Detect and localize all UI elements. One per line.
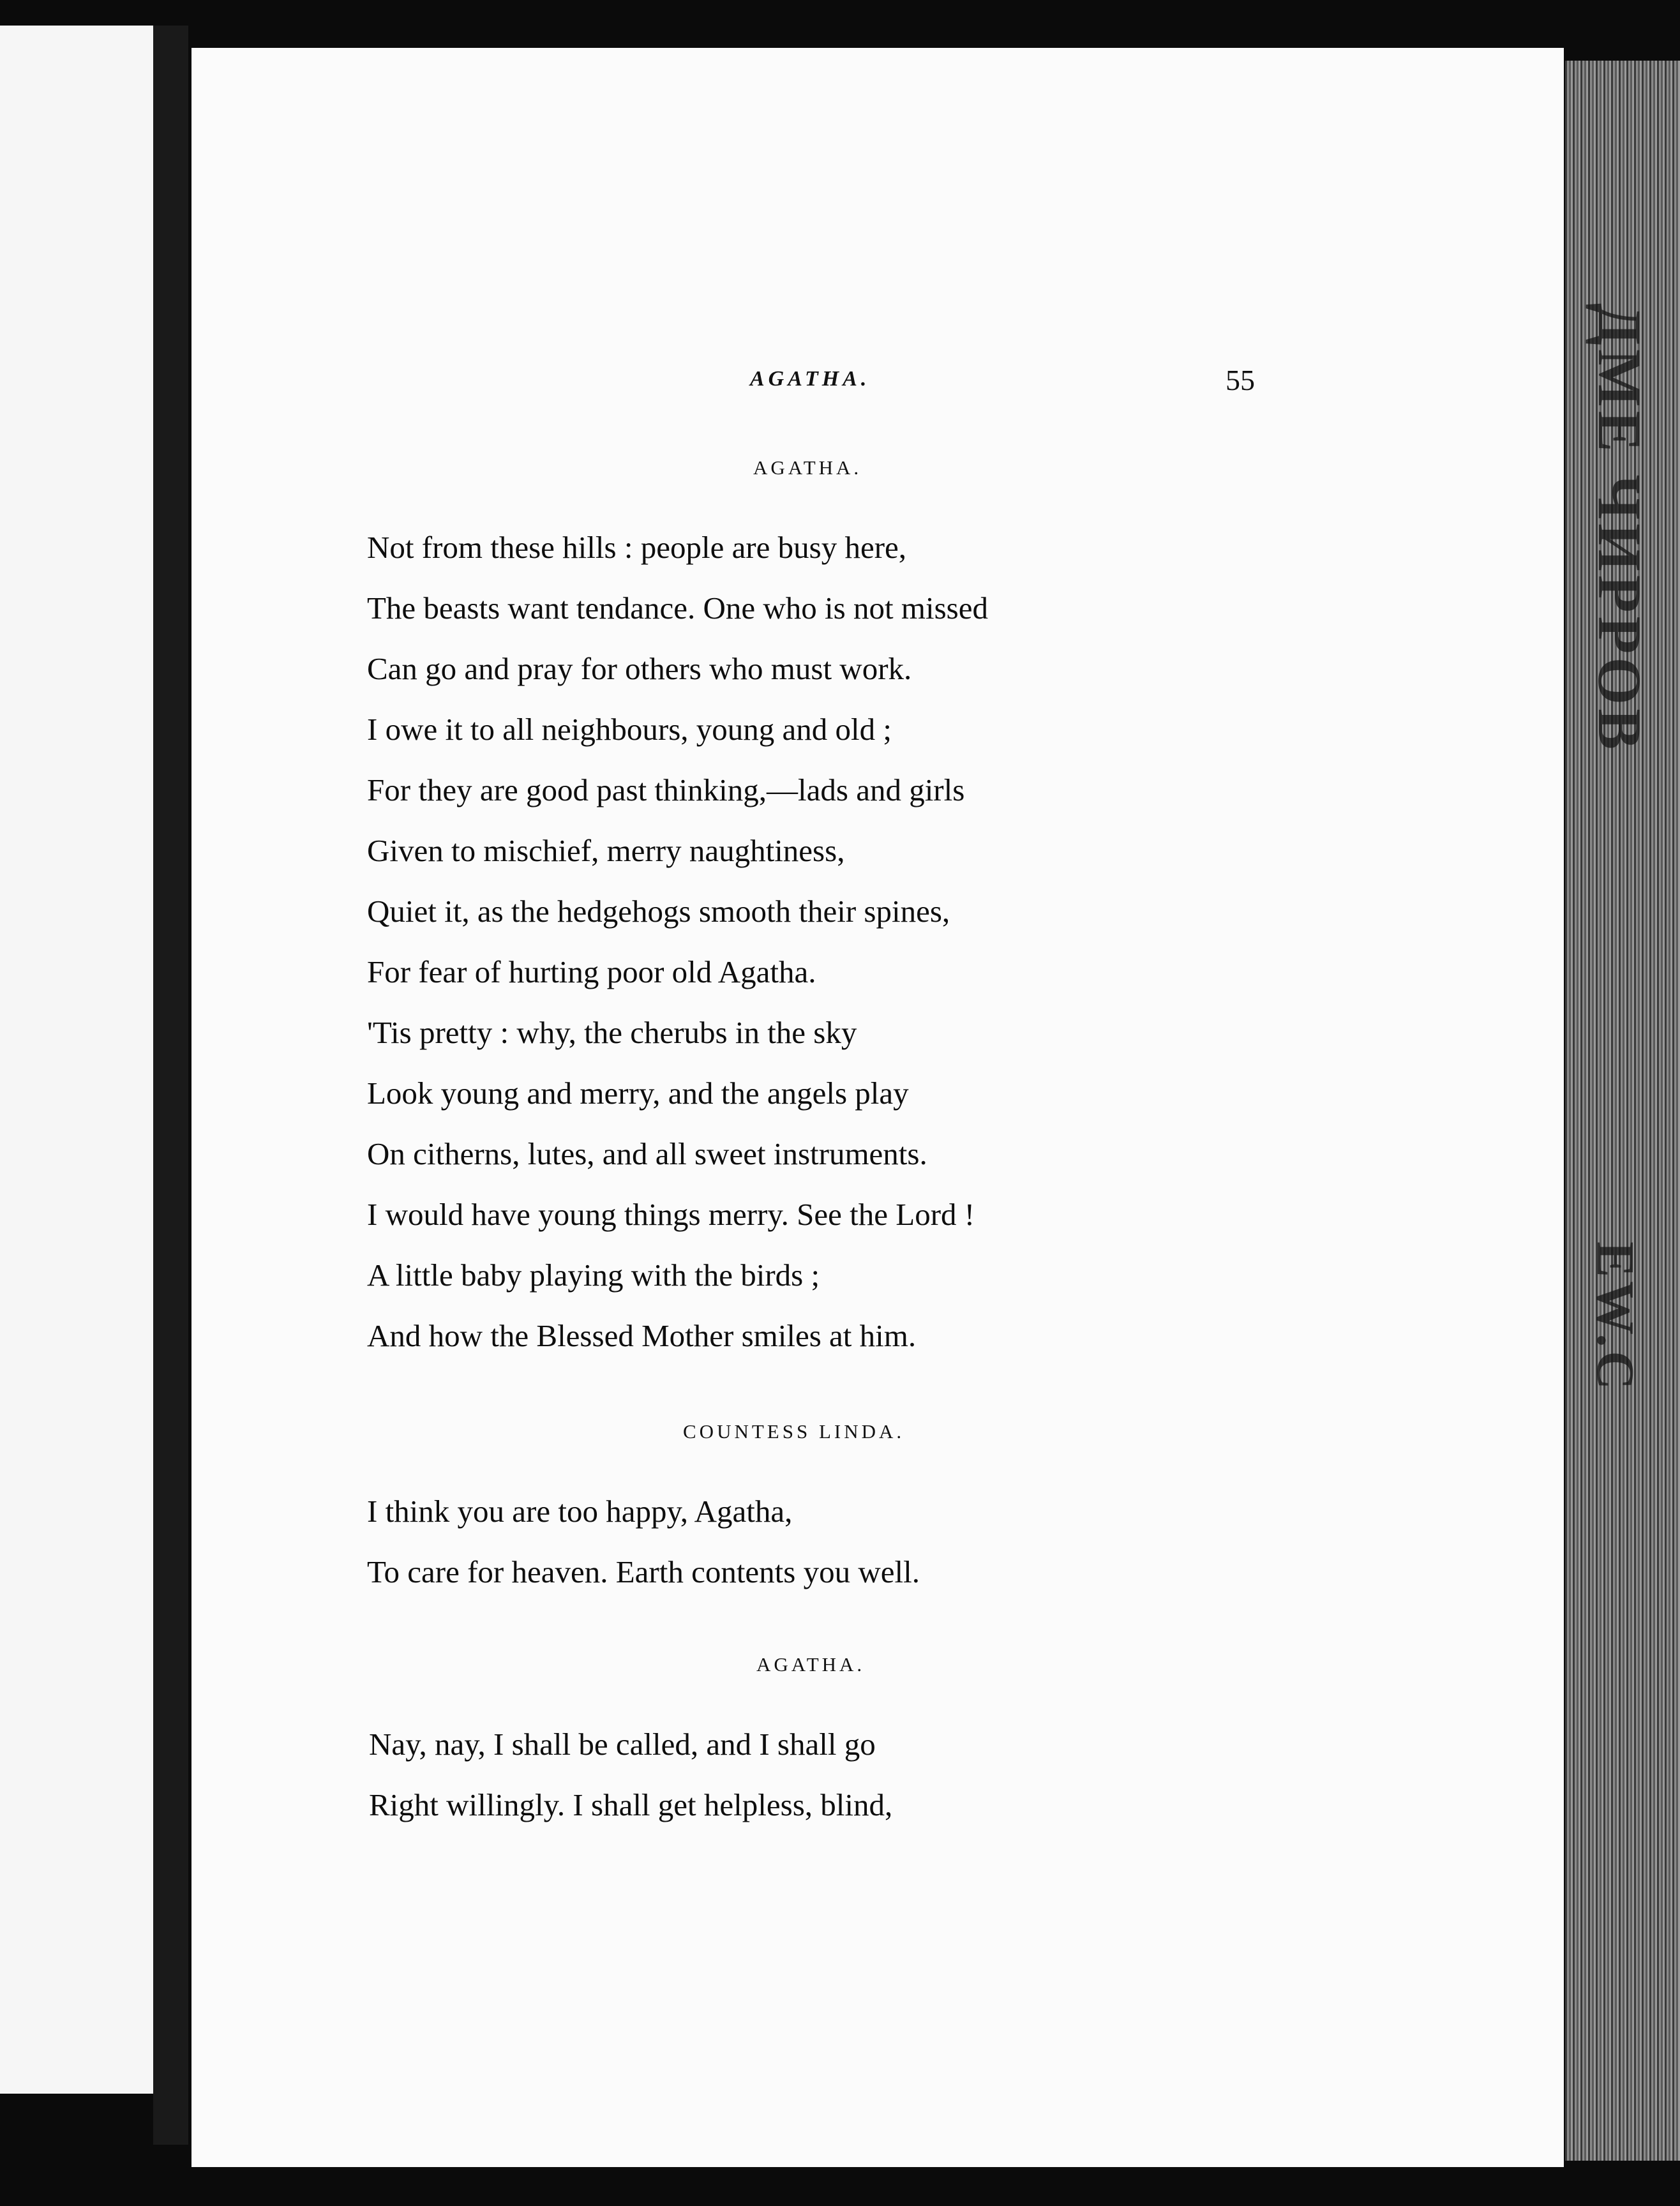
verse-line: I owe it to all neighbours, young and old ; (367, 712, 892, 747)
verse-block (367, 517, 1420, 1366)
verse-line: 'Tis pretty : why, the cherubs in the sky (367, 1015, 857, 1050)
verse-line: I would have young things merry. See the Lord ! (367, 1197, 975, 1232)
speaker-heading: AGATHA. (756, 1653, 866, 1676)
verse-line: Right willingly. I shall get helpless, blind, (369, 1787, 893, 1822)
verse-line: A little baby playing with the birds ; (367, 1257, 820, 1293)
verse-line: For they are good past thinking,—lads and girls (367, 772, 965, 807)
verse-line: Can go and pray for others who must work. (367, 651, 912, 686)
running-header (191, 364, 1564, 405)
verse-line: Look young and merry, and the angels play (367, 1076, 909, 1111)
verse-block (367, 1481, 1420, 1602)
verse-line: To care for heaven. Earth contents you well. (367, 1554, 920, 1589)
speaker-heading: AGATHA. (753, 456, 862, 479)
book-page (191, 48, 1564, 2167)
verse-line: Not from these hills : people are busy here, (367, 530, 907, 565)
verse-line: Nay, nay, I shall be called, and I shall go (369, 1727, 876, 1762)
page-edges (1565, 61, 1680, 2161)
left-page (0, 26, 153, 2094)
book-gutter (153, 26, 188, 2145)
verse-line: Given to mischief, merry naughtiness, (367, 833, 845, 868)
verse-line: I think you are too happy, Agatha, (367, 1494, 793, 1529)
verse-line: For fear of hurting poor old Agatha. (367, 954, 816, 989)
verse-line: Quiet it, as the hedgehogs smooth their spines, (367, 894, 950, 929)
page-number: 55 (1226, 364, 1255, 396)
spine-lettering: ДМЕ ЧИРРОВ (1586, 303, 1654, 754)
verse-line: And how the Blessed Mother smiles at him. (367, 1318, 917, 1353)
running-title: AGATHA. (750, 367, 871, 391)
scan-border (0, 2167, 1680, 2206)
verse-line: The beasts want tendance. One who is not missed (367, 590, 988, 626)
speaker-heading: COUNTESS LINDA. (683, 1420, 905, 1443)
verse-line: On citherns, lutes, and all sweet instruments. (367, 1136, 927, 1171)
spine-lettering: ЕW.С (1586, 1242, 1645, 1393)
verse-block (369, 1714, 1422, 1835)
